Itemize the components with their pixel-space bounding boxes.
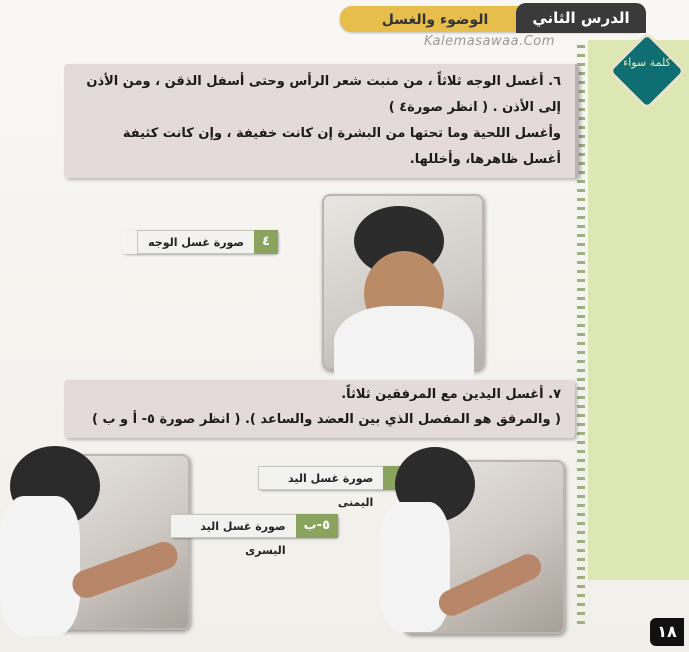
caption-5b-text: صورة غسل اليد اليسرى: [170, 514, 296, 538]
caption-5a: [258, 466, 418, 509]
right-hand-washing-photo: [403, 460, 565, 634]
caption-5b: [170, 514, 338, 557]
section-6-text-box: [64, 64, 579, 178]
right-side-panel: [588, 40, 689, 580]
caption-4: [122, 230, 278, 254]
lesson-title: الوضوء والغسل: [381, 12, 489, 28]
section-6-line-4: أغسل ظاهرها، وأخللها.: [409, 152, 561, 167]
page-number: ١٨: [650, 618, 684, 646]
section-7-line-1: ٧. أغسل اليدين مع المرفقين ثلاثاً.: [341, 387, 561, 402]
caption-4-text: صورة غسل الوجه: [137, 230, 254, 254]
section-6-line-3: وأغسل اللحية وما تحتها من البشرة إن كانت خفيفة ، وإن كانت كثيفة: [122, 126, 561, 141]
caption-5b-number: ٥-ب: [296, 514, 338, 538]
section-7-line-2: ( والمرفق هو المفصل الذي بين العضد والساعد ). ( انظر صورة ٥- أ و ب ): [91, 412, 561, 427]
section-6-line-1: ٦. أغسل الوجه ثلاثاً ، من منبت شعر الرأس وحتى أسفل الذقن ، ومن الأذن: [86, 74, 561, 89]
face-washing-photo: [322, 194, 484, 370]
watermark: Kalemasawaa.Com: [424, 34, 555, 49]
section-6-line-2: إلى الأذن . ( انظر صورة٤ ): [388, 100, 561, 115]
logo-text: كلمة سواء: [623, 56, 671, 69]
lesson-label: الدرس الثاني: [516, 3, 646, 33]
section-7-text-box: [64, 380, 575, 438]
left-hand-washing-photo: [28, 454, 190, 630]
caption-4-number: ٤: [254, 230, 278, 254]
caption-5a-text: صورة غسل اليد اليمنى: [258, 466, 383, 490]
